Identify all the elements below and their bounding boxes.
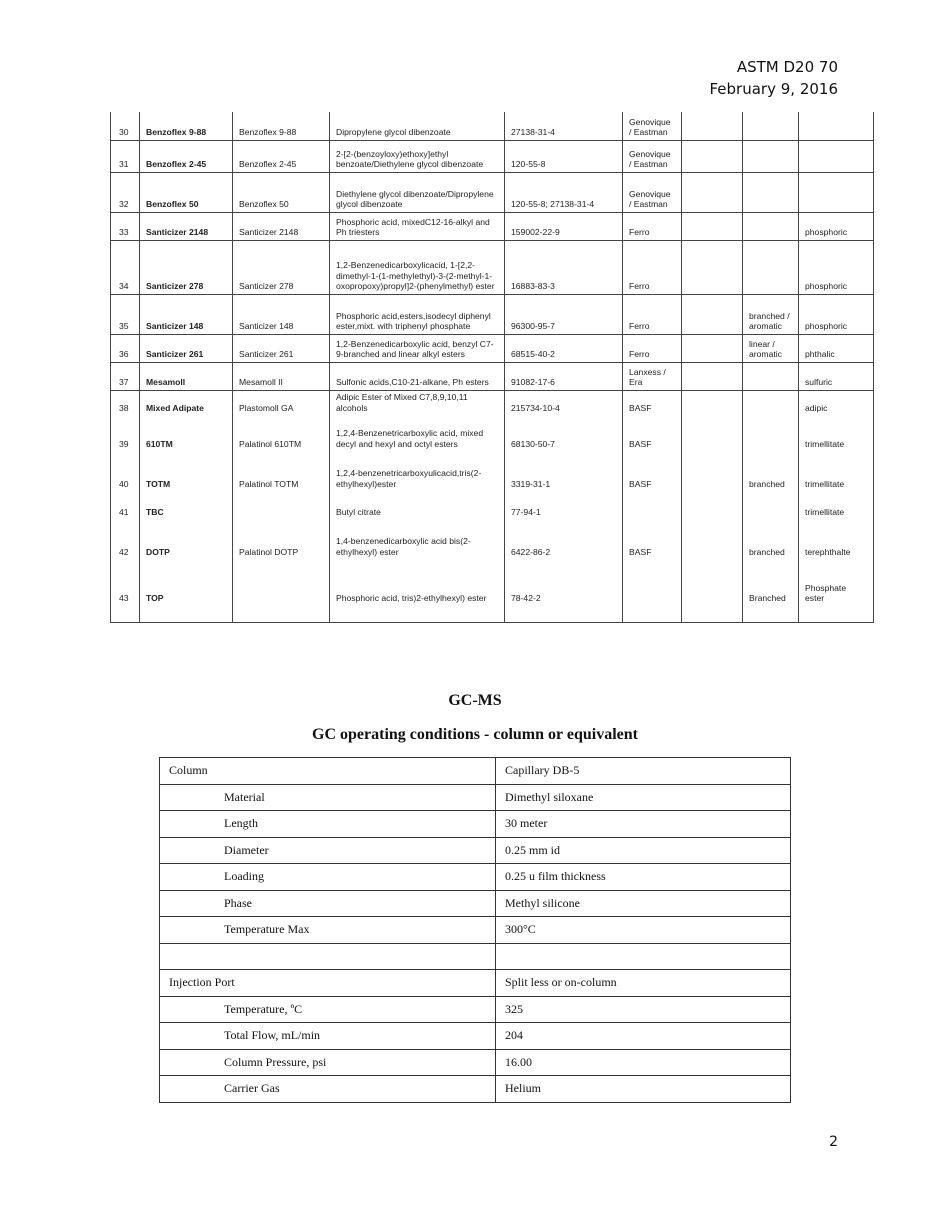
- supplier: BASF: [623, 390, 682, 415]
- table-row: [111, 112, 874, 140]
- empty-cell: [682, 415, 743, 451]
- condition-label: Temperature Max: [160, 917, 496, 944]
- row-number: 32: [111, 172, 140, 212]
- page-number: 2: [829, 1134, 838, 1150]
- cas-number: 159002-22-9: [505, 212, 623, 240]
- empty-cell: [682, 212, 743, 240]
- acid-type: phosphoric: [799, 294, 874, 334]
- trade-name: [233, 559, 330, 622]
- row-number: 31: [111, 140, 140, 172]
- row-number: 41: [111, 491, 140, 519]
- document-date: February 9, 2016: [709, 80, 838, 98]
- condition-value: 300°C: [496, 917, 791, 944]
- table-row: [111, 519, 874, 559]
- table-row: [111, 451, 874, 491]
- code-name: Benzoflex 50: [140, 172, 233, 212]
- condition-label: Column Pressure, psi: [160, 1049, 496, 1076]
- condition-label: Phase: [160, 890, 496, 917]
- structure: [743, 240, 799, 294]
- row-number: 40: [111, 451, 140, 491]
- table-row: [160, 890, 791, 917]
- structure: [743, 415, 799, 451]
- section-subtitle: GC operating conditions - column or equivalent: [312, 726, 638, 743]
- row-number: 33: [111, 212, 140, 240]
- acid-type: terephthalte: [799, 519, 874, 559]
- table-row: [160, 917, 791, 944]
- condition-value: 0.25 u film thickness: [496, 864, 791, 891]
- empty-cell: [682, 294, 743, 334]
- trade-name: Plastomoll GA: [233, 390, 330, 415]
- condition-label: Material: [160, 784, 496, 811]
- table-row: [160, 996, 791, 1023]
- condition-value: Methyl silicone: [496, 890, 791, 917]
- acid-type: trimellitate: [799, 415, 874, 451]
- empty-cell: [682, 491, 743, 519]
- table-row: [160, 784, 791, 811]
- table-row: [111, 362, 874, 390]
- acid-type: sulfuric: [799, 362, 874, 390]
- condition-label: Column: [160, 758, 496, 785]
- structure: [743, 491, 799, 519]
- chemical-name: 1,2,4-Benzenetricarboxylic acid, mixed decyl and hexyl and octyl esters: [330, 415, 505, 451]
- row-number: 37: [111, 362, 140, 390]
- table-row: [160, 1023, 791, 1050]
- table-row: [111, 212, 874, 240]
- condition-label: Length: [160, 811, 496, 838]
- chemical-name: 1,4-benzenedicarboxylic acid bis(2-ethylhexyl) ester: [330, 519, 505, 559]
- cas-number: 78-42-2: [505, 559, 623, 622]
- table-row: [111, 334, 874, 362]
- cas-number: 120-55-8; 27138-31-4: [505, 172, 623, 212]
- supplier: Genovique / Eastman: [623, 172, 682, 212]
- empty-cell: [682, 559, 743, 622]
- code-name: TBC: [140, 491, 233, 519]
- trade-name: [233, 491, 330, 519]
- table-row: [111, 140, 874, 172]
- acid-type: [799, 172, 874, 212]
- table-row: [160, 1049, 791, 1076]
- acid-type: [799, 140, 874, 172]
- empty-cell: [682, 451, 743, 491]
- supplier: BASF: [623, 415, 682, 451]
- acid-type: trimellitate: [799, 451, 874, 491]
- structure: [743, 140, 799, 172]
- empty-cell: [682, 519, 743, 559]
- condition-value: Capillary DB-5: [496, 758, 791, 785]
- code-name: Santicizer 2148: [140, 212, 233, 240]
- code-name: Santicizer 148: [140, 294, 233, 334]
- section-title: GC-MS: [448, 692, 502, 709]
- table-row: [111, 415, 874, 451]
- cas-number: 27138-31-4: [505, 112, 623, 140]
- acid-type: phthalic: [799, 334, 874, 362]
- code-name: Mesamoll: [140, 362, 233, 390]
- code-name: Santicizer 278: [140, 240, 233, 294]
- row-number: 34: [111, 240, 140, 294]
- condition-label: Carrier Gas: [160, 1076, 496, 1103]
- table-row: [111, 559, 874, 622]
- chemical-name: Phosphoric acid, mixedC12-16-alkyl and Ph triesters: [330, 212, 505, 240]
- cas-number: 6422-86-2: [505, 519, 623, 559]
- chemical-name: Adipic Ester of Mixed C7,8,9,10,11 alcohols: [330, 390, 505, 415]
- gc-conditions-table: [159, 757, 791, 1103]
- empty-cell: [682, 240, 743, 294]
- table-row: [111, 240, 874, 294]
- supplier: Ferro: [623, 240, 682, 294]
- structure: [743, 212, 799, 240]
- structure: [743, 172, 799, 212]
- table-row: [160, 864, 791, 891]
- supplier: Ferro: [623, 212, 682, 240]
- table-row: [160, 970, 791, 997]
- cas-number: 96300-95-7: [505, 294, 623, 334]
- structure: Branched: [743, 559, 799, 622]
- supplier: [623, 491, 682, 519]
- table-row: [160, 811, 791, 838]
- table-row: [111, 491, 874, 519]
- supplier: Genovique / Eastman: [623, 140, 682, 172]
- plasticizer-table: [110, 112, 874, 623]
- chemical-name: Diethylene glycol dibenzoate/Dipropylene glycol dibenzoate: [330, 172, 505, 212]
- code-name: Benzoflex 9-88: [140, 112, 233, 140]
- condition-value: Split less or on-column: [496, 970, 791, 997]
- condition-value: 204: [496, 1023, 791, 1050]
- condition-value: [496, 943, 791, 970]
- condition-label: Temperature, ºC: [160, 996, 496, 1023]
- empty-cell: [682, 390, 743, 415]
- structure: [743, 362, 799, 390]
- condition-label: Diameter: [160, 837, 496, 864]
- code-name: TOTM: [140, 451, 233, 491]
- code-name: 610TM: [140, 415, 233, 451]
- condition-label: Loading: [160, 864, 496, 891]
- structure: branched: [743, 519, 799, 559]
- table-row: [160, 1076, 791, 1103]
- row-number: 30: [111, 112, 140, 140]
- condition-value: Dimethyl siloxane: [496, 784, 791, 811]
- chemical-name: Sulfonic acids,C10-21-alkane, Ph esters: [330, 362, 505, 390]
- acid-type: [799, 112, 874, 140]
- trade-name: Mesamoll II: [233, 362, 330, 390]
- empty-cell: [682, 172, 743, 212]
- chemical-name: Phosphoric acid, tris)2-ethylhexyl) ester: [330, 559, 505, 622]
- code-name: Santicizer 261: [140, 334, 233, 362]
- code-name: TOP: [140, 559, 233, 622]
- trade-name: Santicizer 261: [233, 334, 330, 362]
- table-row: [160, 837, 791, 864]
- table-row: [111, 390, 874, 415]
- code-name: Mixed Adipate: [140, 390, 233, 415]
- row-number: 39: [111, 415, 140, 451]
- structure: branched / aromatic: [743, 294, 799, 334]
- trade-name: Benzoflex 9-88: [233, 112, 330, 140]
- trade-name: Benzoflex 50: [233, 172, 330, 212]
- acid-type: adipic: [799, 390, 874, 415]
- cas-number: 16883-83-3: [505, 240, 623, 294]
- cas-number: 77-94-1: [505, 491, 623, 519]
- row-number: 36: [111, 334, 140, 362]
- supplier: BASF: [623, 519, 682, 559]
- trade-name: Santicizer 148: [233, 294, 330, 334]
- table-row: [160, 943, 791, 970]
- condition-value: Helium: [496, 1076, 791, 1103]
- supplier: [623, 559, 682, 622]
- empty-cell: [682, 362, 743, 390]
- cas-number: 68130-50-7: [505, 415, 623, 451]
- trade-name: Benzoflex 2-45: [233, 140, 330, 172]
- condition-value: 16.00: [496, 1049, 791, 1076]
- supplier: Ferro: [623, 294, 682, 334]
- supplier: Genovique / Eastman: [623, 112, 682, 140]
- cas-number: 91082-17-6: [505, 362, 623, 390]
- cas-number: 68515-40-2: [505, 334, 623, 362]
- acid-type: trimellitate: [799, 491, 874, 519]
- supplier: Ferro: [623, 334, 682, 362]
- row-number: 42: [111, 519, 140, 559]
- chemical-name: Butyl citrate: [330, 491, 505, 519]
- empty-cell: [682, 140, 743, 172]
- condition-value: 0.25 mm id: [496, 837, 791, 864]
- row-number: 35: [111, 294, 140, 334]
- trade-name: Palatinol TOTM: [233, 451, 330, 491]
- code-name: Benzoflex 2-45: [140, 140, 233, 172]
- structure: branched: [743, 451, 799, 491]
- document-id: ASTM D20 70: [736, 58, 838, 76]
- table-row: [111, 172, 874, 212]
- table-row: [111, 294, 874, 334]
- condition-label: [160, 943, 496, 970]
- table-row: [160, 758, 791, 785]
- code-name: DOTP: [140, 519, 233, 559]
- trade-name: Palatinol 610TM: [233, 415, 330, 451]
- cas-number: 3319-31-1: [505, 451, 623, 491]
- empty-cell: [682, 112, 743, 140]
- page-header: [710, 56, 839, 100]
- acid-type: phosphoric: [799, 240, 874, 294]
- structure: [743, 112, 799, 140]
- condition-label: Total Flow, mL/min: [160, 1023, 496, 1050]
- condition-value: 30 meter: [496, 811, 791, 838]
- acid-type: phosphoric: [799, 212, 874, 240]
- chemical-name: 1,2-Benzenedicarboxylicacid, 1-[2,2-dimethyl-1-(1-methylethyl)-3-(2-methyl-1-oxopropoxy)propyl]2-(phenylmethyl) ester: [330, 240, 505, 294]
- condition-value: 325: [496, 996, 791, 1023]
- structure: linear / aromatic: [743, 334, 799, 362]
- chemical-name: 1,2-Benzenedicarboxylic acid, benzyl C7-9-branched and linear alkyl esters: [330, 334, 505, 362]
- empty-cell: [682, 334, 743, 362]
- supplier: Lanxess / Era: [623, 362, 682, 390]
- supplier: BASF: [623, 451, 682, 491]
- row-number: 43: [111, 559, 140, 622]
- row-number: 38: [111, 390, 140, 415]
- chemical-name: Phosphoric acid,esters,isodecyl diphenyl ester,mixt. with triphenyl phosphate: [330, 294, 505, 334]
- chemical-name: Dipropylene glycol dibenzoate: [330, 112, 505, 140]
- cas-number: 120-55-8: [505, 140, 623, 172]
- chemical-name: 1,2,4-benzenetricarboxyulicacid,tris(2-ethylhexyl)ester: [330, 451, 505, 491]
- chemical-name: 2-[2-(benzoyloxy)ethoxy]ethyl benzoate/Diethylene glycol dibenzoate: [330, 140, 505, 172]
- acid-type: Phosphate ester: [799, 559, 874, 622]
- trade-name: Santicizer 2148: [233, 212, 330, 240]
- trade-name: Santicizer 278: [233, 240, 330, 294]
- cas-number: 215734-10-4: [505, 390, 623, 415]
- trade-name: Palatinol DOTP: [233, 519, 330, 559]
- structure: [743, 390, 799, 415]
- condition-label: Injection Port: [160, 970, 496, 997]
